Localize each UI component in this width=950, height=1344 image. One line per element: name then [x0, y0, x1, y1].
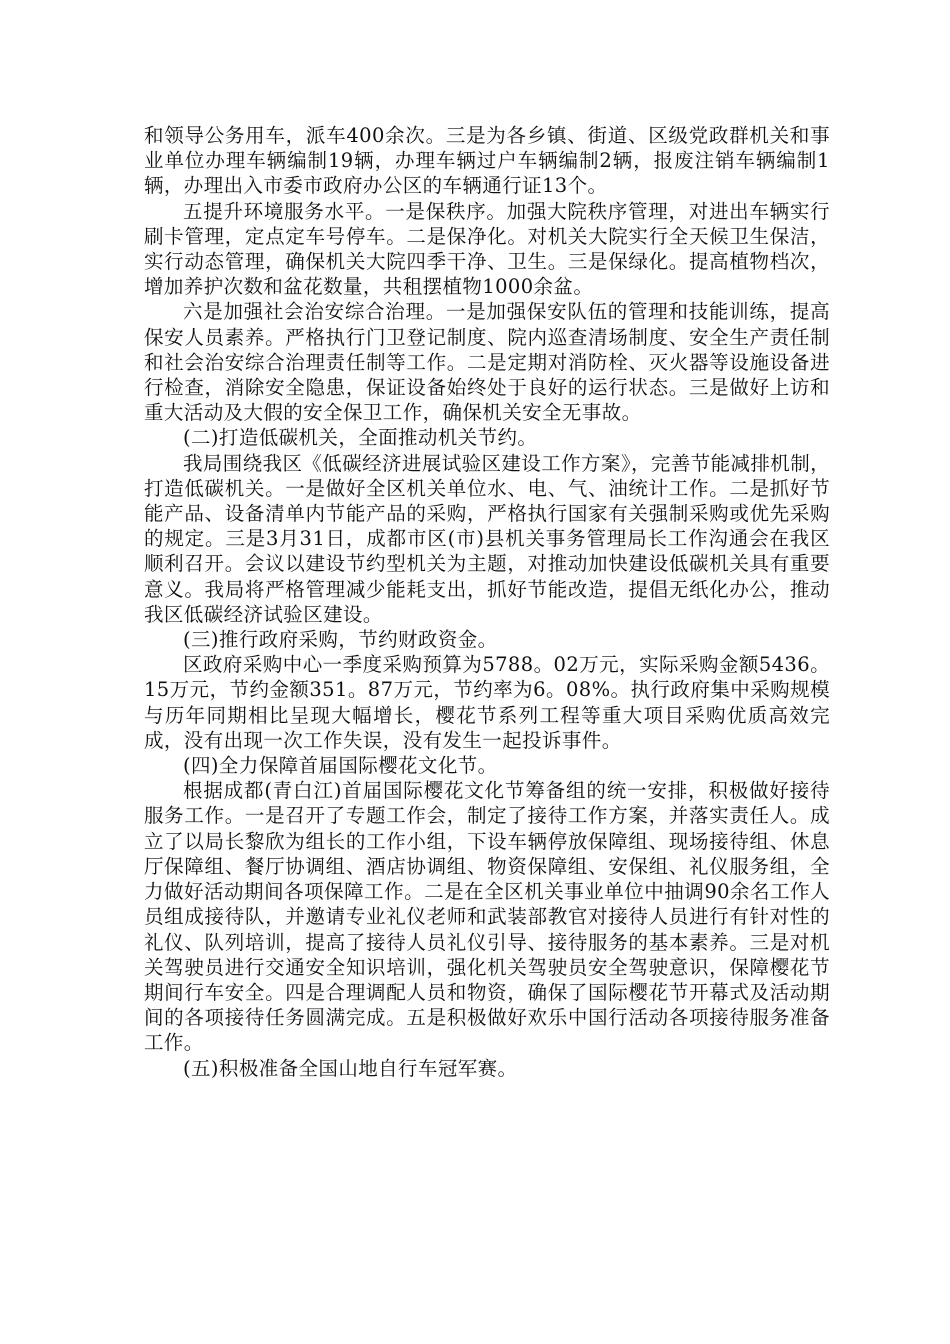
section-heading-mountain-bike-championship: (五)积极准备全国山地自行车冠军赛。: [183, 1056, 518, 1080]
paragraph-public-security: 六是加强社会治安综合治理。一是加强保安队伍的管理和技能训练，提高保安人员素养。严格执行门卫登记制度、院内巡查清场制度、安全生产责任制和社会治安综合治理责任制等工作。二是定期对消防栓、灭火器等设施设备进行检查，消除安全隐患，保证设备始终处于良好的运行状态。三是做好上访和重大活动及大假的安全保卫工作，确保机关安全无事故。: [144, 300, 830, 425]
section-heading-procurement: (三)推行政府采购，节约财政资金。: [183, 628, 498, 652]
paragraph-procurement: 区政府采购中心一季度采购预算为5788。02万元，实际采购金额5436。15万元，节约金额351。87万元，节约率为6。08%。执行政府集中采购规模与历年同期相比呈现大幅增长，樱花节系列工程等重大项目采购优质高效完成，没有出现一次工作失误，没有发生一起投诉事件。: [144, 653, 830, 752]
paragraph-environment-service: 五提升环境服务水平。一是保秩序。加强大院秩序管理，对进出车辆实行刷卡管理，定点定车号停车。二是保净化。对机关大院实行全天候卫生保洁，实行动态管理，确保机关大院四季干净、卫生。三是保绿化。提高植物档次，增加养护次数和盆花数量，共租摆植物1000余盆。: [144, 199, 830, 299]
section-heading-low-carbon: (二)打造低碳机关，全面推动机关节约。: [183, 426, 538, 450]
paragraph-vehicle-service-continued: 和领导公务用车，派车400余次。三是为各乡镇、街道、区级党政群机关和事业单位办理车辆编制19辆，办理车辆过户车辆编制2辆，报废注销车辆编制1辆，办理出入市委市政府办公区的车辆通行证13个。: [144, 124, 830, 198]
paragraph-low-carbon: 我局围绕我区《低碳经济进展试验区建设工作方案》，完善节能减排机制，打造低碳机关。一是做好全区机关单位水、电、气、油统计工作。二是抓好节能产品、设备清单内节能产品的采购，严格执行国家有关强制采购或优先采购的规定。三是3月31日，成都市区(市)县机关事务管理局长工作沟通会在我区顺利召开。会议以建设节约型机关为主题，对推动加快建设低碳机关具有重要意义。我局将严格管理减少能耗支出，抓好节能改造，提倡无纸化办公，推动我区低碳经济试验区建设。: [144, 451, 830, 626]
document-body: [144, 123, 830, 1081]
paragraph-cherry-blossom-festival: 根据成都(青白江)首届国际樱花文化节筹备组的统一安排，积极做好接待服务工作。一是召开了专题工作会，制定了接待工作方案，并落实责任人。成立了以局长黎欣为组长的工作小组，下设车辆停放保障组、现场接待组、休息厅保障组、餐厅协调组、酒店协调组、物资保障组、安保组、礼仪服务组，全力做好活动期间各项保障工作。二是在全区机关事业单位中抽调90余名工作人员组成接待队，并邀请专业礼仪老师和武装部教官对接待人员进行有针对性的礼仪、队列培训，提高了接待人员礼仪引导、接待服务的基本素养。三是对机关驾驶员进行交通安全知识培训，强化机关驾驶员安全驾驶意识，保障樱花节期间行车安全。四是合理调配人员和物资，确保了国际樱花节开幕式及活动期间的各项接待任务圆满完成。五是积极做好欢乐中国行活动各项接待服务准备工作。: [144, 779, 830, 1055]
section-heading-cherry-blossom-festival: (四)全力保障首届国际樱花文化节。: [183, 754, 498, 778]
